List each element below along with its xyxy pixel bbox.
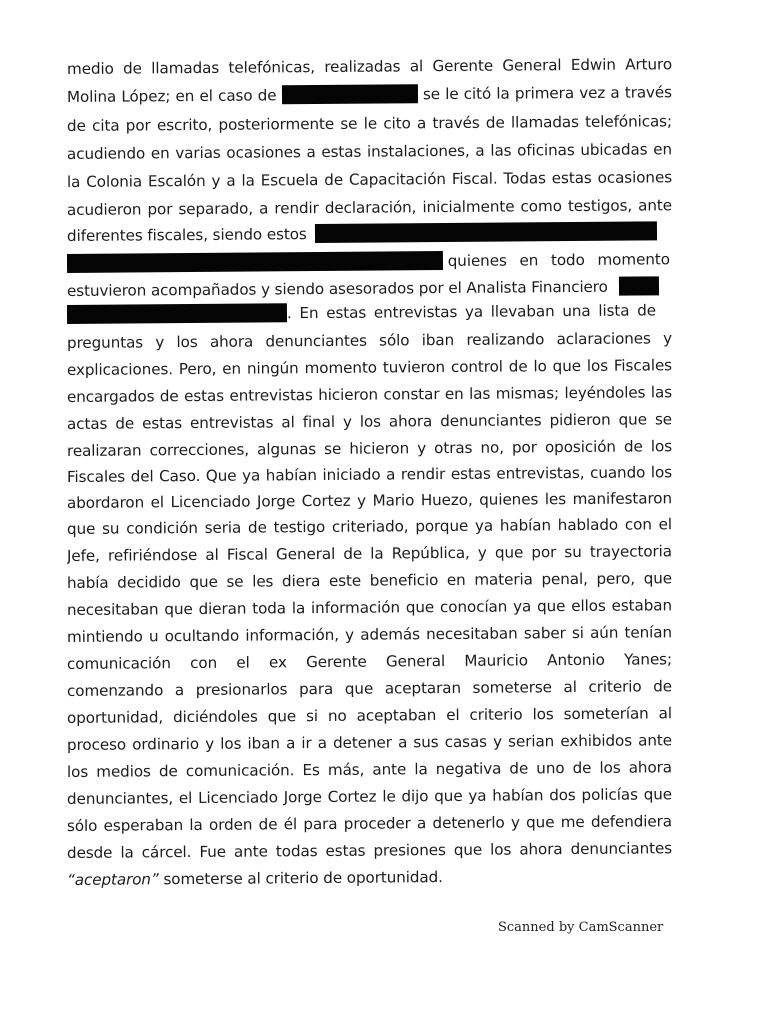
text-line: denunciantes, el Licenciado Jorge Cortez le dijo que ya habían dos policías que bbox=[66, 785, 673, 808]
text-line: desde la cárcel. Fue ante todas estas presiones que los ahora denunciantes bbox=[66, 839, 673, 862]
text-line bbox=[67, 220, 672, 249]
text-line: actas de estas entrevistas al final y los ahora denunciantes pidieron que se bbox=[66, 410, 673, 433]
text-fragment: estuvieron acompañados y siendo asesorados por el Analista Financiero bbox=[66, 277, 608, 300]
redaction-box bbox=[282, 84, 418, 104]
text-line: medio de llamadas telefónicas, realizadas al Gerente General Edwin Arturo bbox=[66, 55, 673, 78]
text-line bbox=[67, 248, 672, 277]
redaction-box bbox=[67, 303, 287, 324]
text-line: los medios de comunicación. Es más, ante la negativa de uno de los ahora bbox=[66, 758, 673, 781]
text-line: encargados de estas entrevistas hicieron constar en las mismas; leyéndoles las bbox=[66, 383, 673, 406]
text-line: comenzando a presionarlos para que aceptaran someterse al criterio de bbox=[66, 677, 673, 700]
text-line: de cita por escrito, posteriormente se le cito a través de llamadas telefónicas; bbox=[66, 112, 673, 135]
text-line: mintiendo u ocultando información, y además necesitaban saber si aún tenían bbox=[66, 623, 673, 646]
text-line: acudiendo en varias ocasiones a estas instalaciones, a las oficinas ubicadas en bbox=[66, 140, 673, 163]
text-line: abordaron el Licenciado Jorge Cortez y Mario Huezo, quienes les manifestaron bbox=[66, 489, 673, 512]
text-fragment: diferentes fiscales, siendo estos bbox=[66, 225, 307, 245]
text-line: había decidido que se les diera este beneficio en materia penal, pero, que bbox=[66, 569, 673, 592]
text-line: comunicación con el ex Gerente General Mauricio Antonio Yanes; bbox=[66, 650, 673, 673]
text-line: sólo esperaban la orden de él para proceder a detenerlo y que me defendiera bbox=[66, 812, 673, 835]
text-fragment: quienes en todo momento bbox=[447, 250, 670, 271]
text-line-final bbox=[67, 864, 672, 893]
text-line: oportunidad, diciéndoles que si no aceptaban el criterio los someterían al bbox=[66, 704, 673, 727]
text-line: preguntas y los ahora denunciantes sólo iban realizando aclaraciones y bbox=[66, 329, 673, 352]
text-fragment: se le citó la primera vez a través bbox=[422, 83, 673, 104]
text-line: Jefe, refiriéndose al Fiscal General de la República, y que por su trayectoria bbox=[66, 542, 673, 565]
emphasized-word: “aceptaron” bbox=[66, 870, 159, 889]
text-line: necesitaban que dieran toda la información que conocían ya que ellos estaban bbox=[66, 596, 673, 619]
text-line bbox=[67, 81, 672, 110]
text-line: realizaran correcciones, algunas se hicieron y otras no, por oposición de los bbox=[66, 437, 673, 460]
text-line: que su condición seria de testigo criteriado, porque ya habían hablado con el bbox=[66, 515, 673, 538]
text-fragment: someterse al criterio de oportunidad. bbox=[158, 868, 443, 889]
text-fragment: Molina López; en el caso de bbox=[66, 86, 277, 106]
text-line: proceso ordinario y los iban a ir a detener a sus casas y serian exhibidos ante bbox=[66, 731, 673, 754]
text-line: acudieron por separado, a rendir declaración, inicialmente como testigos, ante bbox=[66, 196, 673, 219]
scanner-watermark: Scanned by CamScanner bbox=[498, 920, 664, 935]
text-line bbox=[67, 299, 672, 328]
text-line: Fiscales del Caso. Que ya habían iniciado a rendir estas entrevistas, cuando los bbox=[66, 463, 673, 486]
text-line: la Colonia Escalón y a la Escuela de Capacitación Fiscal. Todas estas ocasiones bbox=[66, 168, 673, 191]
text-line: explicaciones. Pero, en ningún momento tuvieron control de lo que los Fiscales bbox=[66, 356, 673, 379]
redaction-box bbox=[618, 276, 658, 295]
text-fragment: . En estas entrevistas ya llevaban una lista de bbox=[286, 301, 657, 323]
redaction-box bbox=[315, 221, 657, 243]
redaction-box bbox=[67, 251, 443, 273]
